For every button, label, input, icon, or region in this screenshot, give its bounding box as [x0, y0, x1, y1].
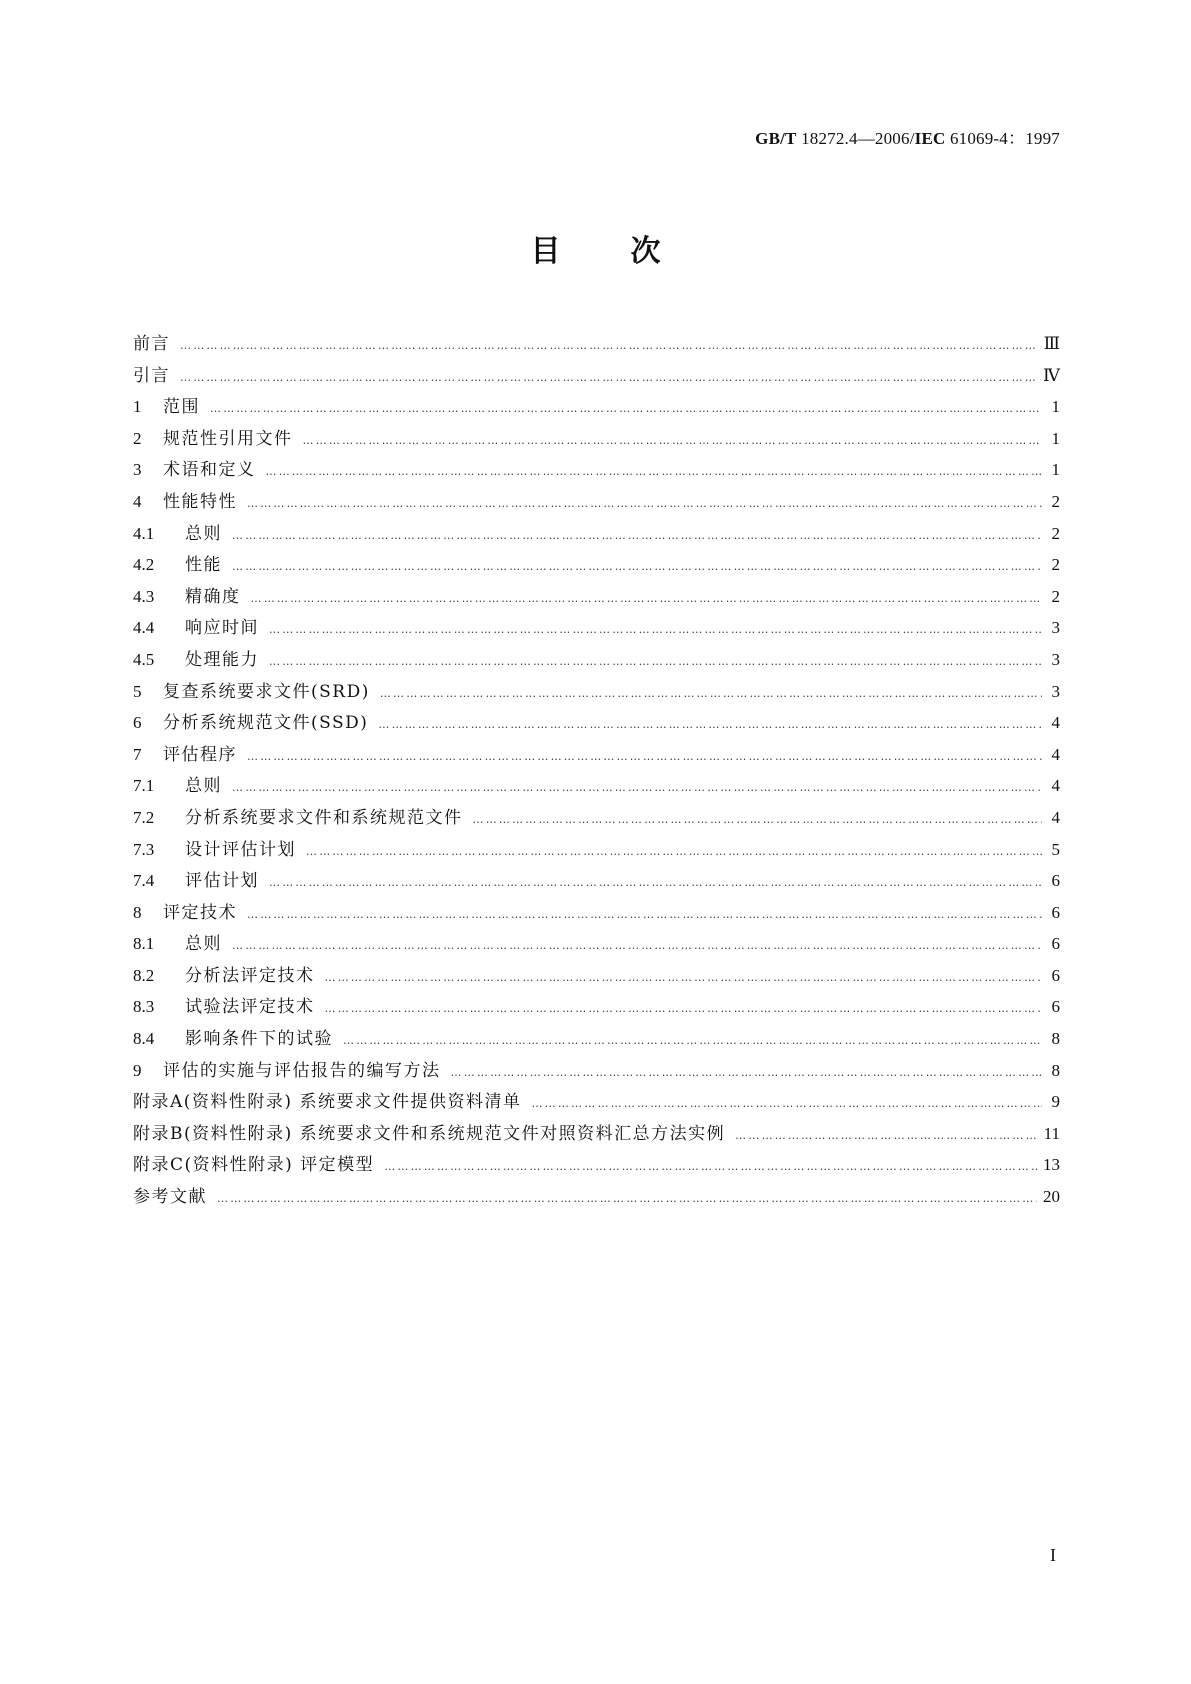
toc-entry-label: 分析系统规范文件(SSD)	[163, 713, 369, 734]
toc-dot-leader	[210, 402, 1042, 415]
toc-entry-page: 4	[1051, 713, 1060, 733]
toc-entry-number: 3	[133, 460, 142, 480]
toc-dot-leader	[303, 434, 1043, 447]
toc-entry[interactable]	[133, 866, 1060, 898]
toc-entry-page: 6	[1051, 902, 1060, 922]
toc-entry-label: 规范性引用文件	[163, 428, 293, 449]
toc-entry[interactable]	[133, 550, 1060, 582]
toc-entry[interactable]	[133, 487, 1060, 519]
toc-entry[interactable]	[133, 803, 1060, 835]
toc-entry-number: 8.3	[133, 997, 155, 1017]
toc-entry-number: 5	[133, 681, 142, 701]
toc-entry-page: 13	[1043, 1155, 1060, 1175]
toc-entry-page: 8	[1051, 1029, 1060, 1049]
page-title: 目次	[530, 234, 731, 269]
toc-entry-number: 4	[133, 491, 142, 511]
toc-dot-leader	[384, 1160, 1037, 1173]
toc-dot-leader	[735, 1129, 1037, 1142]
toc-entry-label: 附录A(资料性附录) 系统要求文件提供资料清单	[133, 1092, 522, 1113]
toc-dot-leader	[269, 623, 1042, 636]
toc-entry[interactable]	[133, 677, 1060, 709]
toc-entry-label: 总则	[185, 523, 222, 544]
toc-entry-label: 总则	[185, 934, 222, 955]
toc-entry-page: 3	[1051, 649, 1060, 669]
toc-entry-number: 2	[133, 428, 142, 448]
toc-entry-page: 4	[1051, 776, 1060, 796]
toc-entry[interactable]	[133, 361, 1060, 393]
toc-entry-label: 附录B(资料性附录) 系统要求文件和系统规范文件对照资料汇总方法实例	[133, 1123, 726, 1144]
toc-entry-page: 8	[1051, 1060, 1060, 1080]
toc-entry-label: 复查系统要求文件(SRD)	[163, 681, 370, 702]
toc-entry-page: 6	[1051, 871, 1060, 891]
toc-entry[interactable]	[133, 1119, 1060, 1151]
toc-entry-page: 6	[1051, 997, 1060, 1017]
toc-entry-label: 前言	[133, 334, 170, 354]
toc-entry-page: 6	[1051, 965, 1060, 985]
toc-entry[interactable]	[133, 708, 1060, 740]
toc-entry-label: 评定技术	[163, 902, 237, 923]
toc-entry-label: 设计评估计划	[185, 839, 296, 860]
toc-dot-leader	[451, 1066, 1043, 1079]
toc-entry-label: 响应时间	[185, 618, 259, 639]
toc-entry-number: 1	[133, 397, 142, 417]
toc-entry[interactable]	[133, 1024, 1060, 1056]
toc-dot-leader	[251, 592, 1043, 605]
code-iec: IEC	[914, 129, 946, 148]
toc-entry[interactable]	[133, 1056, 1060, 1088]
toc-entry-number: 8.1	[133, 934, 155, 954]
toc-dot-leader	[380, 687, 1042, 700]
toc-entry-number: 7.4	[133, 871, 155, 891]
toc-entry[interactable]	[133, 929, 1060, 961]
toc-entry-number: 7	[133, 744, 142, 764]
toc-entry-page: 2	[1051, 555, 1060, 575]
toc-entry[interactable]	[133, 898, 1060, 930]
toc-dot-leader	[247, 908, 1042, 921]
toc-entry-page: 4	[1051, 744, 1060, 764]
toc-entry-label: 术语和定义	[163, 460, 256, 481]
toc-entry[interactable]	[133, 613, 1060, 645]
toc-entry[interactable]	[133, 392, 1060, 424]
toc-dot-leader	[180, 339, 1038, 352]
toc-entry-label: 影响条件下的试验	[185, 1029, 333, 1050]
toc-dot-leader	[232, 560, 1042, 573]
toc-entry[interactable]	[133, 961, 1060, 993]
toc-entry-label: 引言	[133, 365, 170, 386]
toc-entry-label: 范围	[163, 397, 200, 418]
toc-dot-leader	[473, 813, 1043, 826]
toc-dot-leader	[232, 781, 1042, 794]
toc-entry[interactable]	[133, 1150, 1060, 1182]
toc-entry-page: Ⅳ	[1043, 365, 1060, 385]
toc-dot-leader	[378, 718, 1042, 731]
toc-entry-page: 11	[1043, 1123, 1060, 1143]
toc-dot-leader	[325, 1002, 1043, 1015]
toc-entry-label: 性能特性	[163, 491, 237, 512]
toc-entry-number: 7.3	[133, 839, 155, 859]
toc-entry-page: 4	[1051, 807, 1060, 827]
toc-dot-leader	[269, 655, 1042, 668]
toc-entry-number: 4.2	[133, 555, 155, 575]
toc-dot-leader	[217, 1192, 1037, 1205]
toc-entry-label: 评估程序	[163, 744, 237, 765]
toc-entry-label: 处理能力	[185, 649, 259, 670]
toc-entry[interactable]	[133, 835, 1060, 867]
toc-entry-page: 2	[1051, 523, 1060, 543]
toc-entry[interactable]	[133, 519, 1060, 551]
toc-dot-leader	[180, 371, 1037, 384]
toc-entry-page: 1	[1051, 428, 1060, 448]
toc-entry[interactable]	[133, 771, 1060, 803]
toc-entry-number: 6	[133, 713, 142, 733]
toc-entry-page: 1	[1051, 397, 1060, 417]
toc-entry-page: 1	[1051, 460, 1060, 480]
toc-entry[interactable]	[133, 582, 1060, 614]
toc-entry-label: 精确度	[185, 586, 241, 607]
toc-entry-number: 7.1	[133, 776, 155, 796]
toc-dot-leader	[232, 939, 1042, 952]
toc-entry-label: 分析系统要求文件和系统规范文件	[185, 807, 463, 828]
toc-entry-page: 3	[1051, 681, 1060, 701]
toc-entry-page: Ⅲ	[1043, 334, 1060, 353]
toc-dot-leader	[325, 971, 1043, 984]
toc-entry-label: 分析法评定技术	[185, 965, 315, 986]
toc-entry[interactable]	[133, 455, 1060, 487]
footer-page-number: I	[1050, 1545, 1056, 1565]
toc-dot-leader	[343, 1034, 1042, 1047]
table-of-contents	[133, 329, 1060, 1214]
toc-entry-label: 评估的实施与评估报告的编写方法	[163, 1060, 441, 1081]
code-prefix: GB/T	[755, 129, 797, 148]
toc-dot-leader	[247, 750, 1042, 763]
toc-dot-leader	[232, 529, 1042, 542]
toc-entry-page: 20	[1043, 1187, 1060, 1207]
toc-entry-number: 4.3	[133, 586, 155, 606]
toc-entry-number: 7.2	[133, 807, 155, 827]
toc-dot-leader	[247, 497, 1042, 510]
toc-entry-number: 8.4	[133, 1029, 155, 1049]
toc-entry-number: 9	[133, 1060, 142, 1080]
toc-entry[interactable]	[133, 1182, 1060, 1214]
toc-entry[interactable]	[133, 740, 1060, 772]
toc-entry-label: 评估计划	[185, 871, 259, 892]
toc-entry-page: 5	[1051, 839, 1060, 859]
toc-entry-number: 4.4	[133, 618, 155, 638]
toc-entry-number: 4.1	[133, 523, 155, 543]
toc-entry-label: 性能	[185, 555, 222, 576]
code-suffix: 61069-4：1997	[949, 129, 1060, 148]
toc-entry-page: 2	[1051, 491, 1060, 511]
toc-entry[interactable]	[133, 992, 1060, 1024]
toc-entry-label: 附录C(资料性附录) 评定模型	[133, 1155, 375, 1176]
toc-entry[interactable]	[133, 329, 1060, 361]
toc-entry-number: 8.2	[133, 965, 155, 985]
toc-entry-label: 总则	[185, 776, 222, 797]
toc-entry-page: 3	[1051, 618, 1060, 638]
standard-code	[755, 124, 1060, 149]
toc-entry[interactable]	[133, 424, 1060, 456]
code-number: 18272.4—2006/	[801, 129, 915, 148]
toc-entry-page: 6	[1051, 934, 1060, 954]
toc-dot-leader	[306, 845, 1042, 858]
toc-entry[interactable]	[133, 645, 1060, 677]
toc-entry-page: 9	[1051, 1092, 1060, 1112]
toc-dot-leader	[531, 1097, 1042, 1110]
toc-entry-label: 试验法评定技术	[185, 997, 315, 1018]
toc-entry-number: 8	[133, 902, 142, 922]
toc-entry[interactable]	[133, 1087, 1060, 1119]
toc-entry-number: 4.5	[133, 649, 155, 669]
toc-entry-label: 参考文献	[133, 1187, 207, 1208]
toc-dot-leader	[269, 876, 1042, 889]
toc-dot-leader	[266, 465, 1043, 478]
toc-entry-page: 2	[1051, 586, 1060, 606]
